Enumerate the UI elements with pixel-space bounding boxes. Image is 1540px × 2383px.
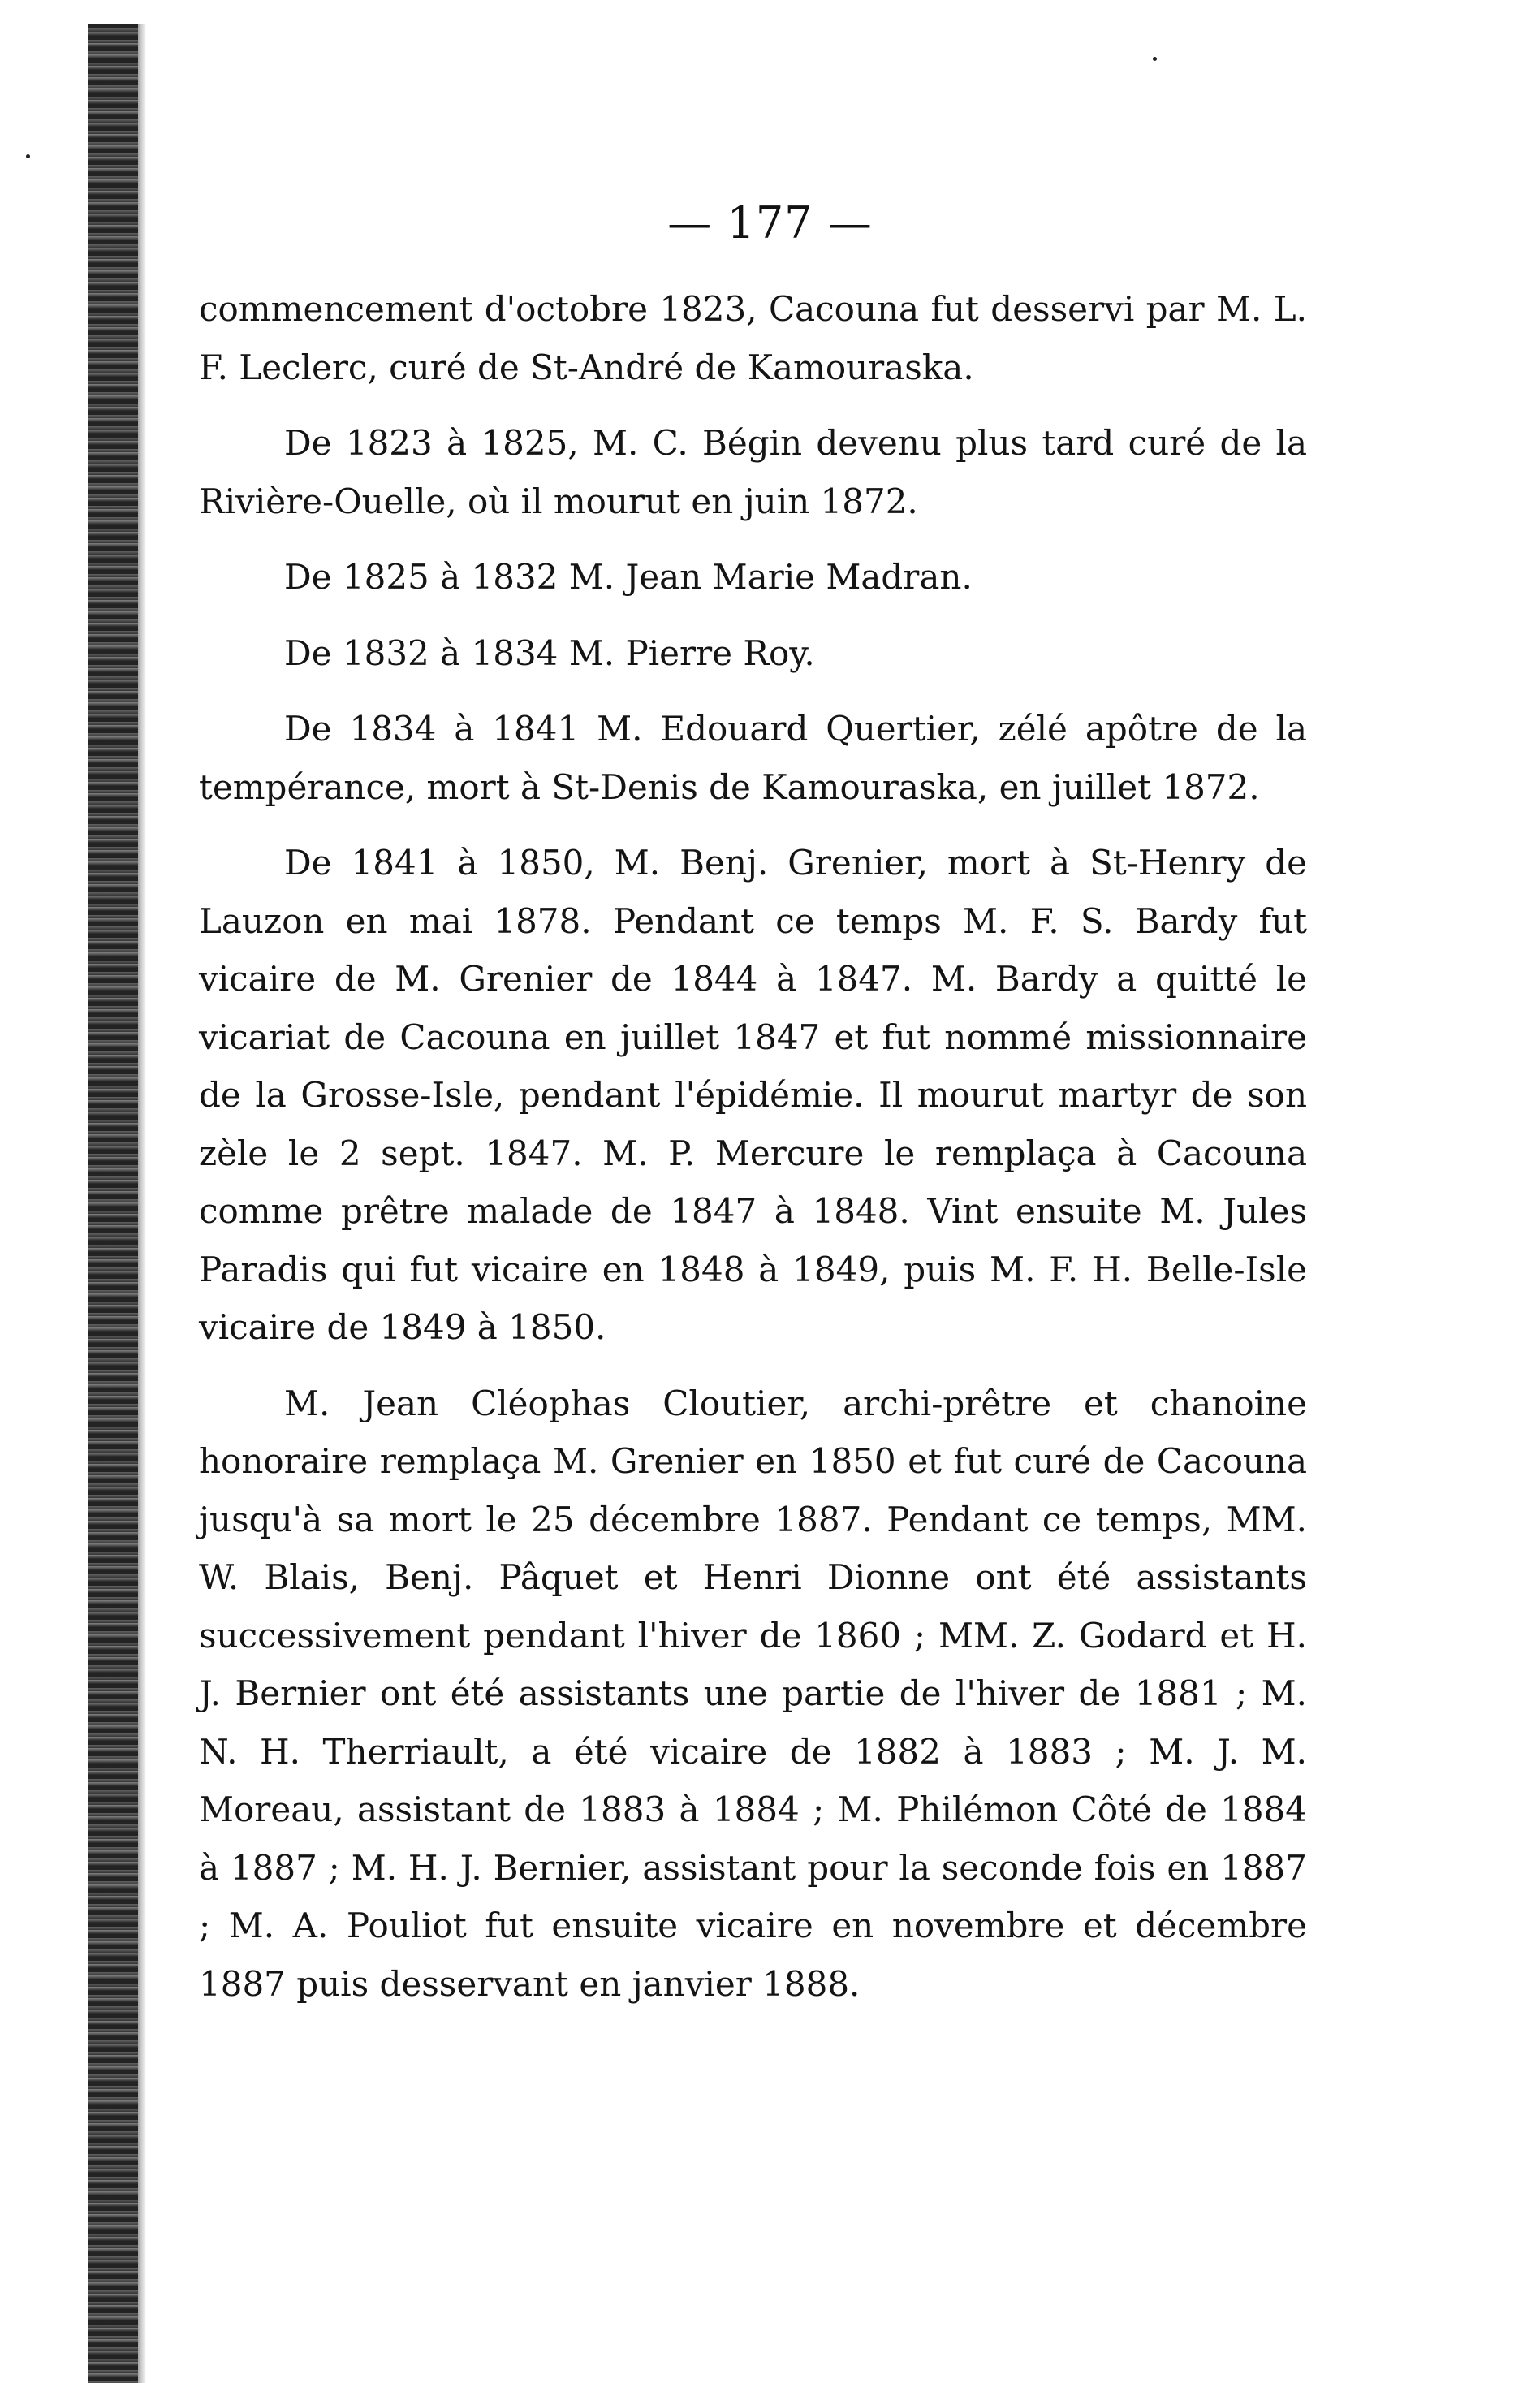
paragraph: De 1823 à 1825, M. C. Bégin devenu plus tard curé de la Rivière-Ouelle, où il mourut en juin 1872. [199, 423, 1307, 521]
paragraph: De 1832 à 1834 M. Pierre Roy. [284, 632, 815, 673]
binding-edge [88, 24, 138, 2383]
binding-shadow [138, 24, 146, 2383]
paragraph: commencement d'octobre 1823, Cacouna fut desservi par M. L. F. Leclerc, curé de St-André de Kamouraska. [199, 289, 1307, 387]
paragraph: De 1825 à 1832 M. Jean Marie Madran. [284, 557, 973, 597]
scan-speck [1153, 57, 1157, 61]
paragraph: De 1834 à 1841 M. Edouard Quertier, zélé apôtre de la tempérance, mort à St-Denis de Kamouraska, en juillet 1872. [199, 709, 1307, 807]
page-number: — 177 — [667, 197, 873, 248]
scan-speck [26, 154, 30, 158]
paragraph: M. Jean Cléophas Cloutier, archi-prêtre et chanoine honoraire remplaça M. Grenier en 1850 et fut curé de Cacouna jusqu'à sa mort le 25 décembre 1887. Pendant ce temps, MM. W. Blais, Benj. Pâquet et Henri Dionne ont été assistants successivement pendant l'hiver de 1860 ; MM. Z. Godard et H. J. Bernier ont été assistants une partie de l'hiver de 1881 ; M. N. H. Therriault, a été vicaire de 1882 à 1883 ; M. J. M. Moreau, assistant de 1883 à 1884 ; M. Philémon Côté de 1884 à 1887 ; M. H. J. Bernier, assistant pour la seconde fois en 1887 ; M. A. Pouliot fut ensuite vicaire en novembre et décembre 1887 puis desservant en janvier 1888. [199, 1383, 1307, 2004]
body-text [199, 280, 1307, 2013]
paragraph: De 1841 à 1850, M. Benj. Grenier, mort à St-Henry de Lauzon en mai 1878. Pendant ce temps M. F. S. Bardy fut vicaire de M. Grenier de 1844 à 1847. M. Bardy a quitté le vicariat de Cacouna en juillet 1847 et fut nommé missionnaire de la Grosse-Isle, pendant l'épidémie. Il mourut martyr de son zèle le 2 sept. 1847. M. P. Mercure le remplaça à Cacouna comme prêtre malade de 1847 à 1848. Vint ensuite M. Jules Paradis qui fut vicaire en 1848 à 1849, puis M. F. H. Belle-Isle vicaire de 1849 à 1850. [199, 843, 1307, 1347]
